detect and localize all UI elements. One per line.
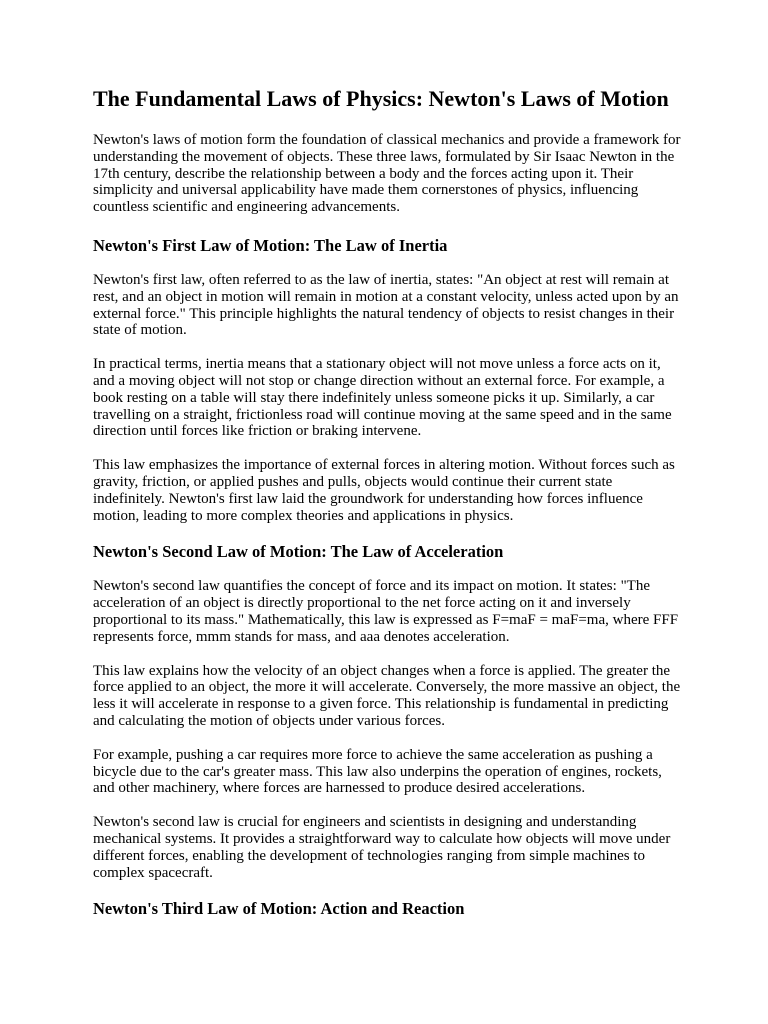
section-heading-second-law: Newton's Second Law of Motion: The Law of Acceleration: [93, 542, 504, 562]
first-law-paragraph-2: In practical terms, inertia means that a stationary object will not move unless a force acts on it, and a moving object will not stop or change direction without an external force. For example, a book resting on a table will stay there indefinitely unless someone picks it up. Similarly, a car travelling on a straight, frictionless road will continue moving at the same speed and in the same direction until forces like friction or braking intervene.: [93, 356, 672, 440]
page-title: The Fundamental Laws of Physics: Newton's Laws of Motion: [93, 86, 669, 111]
intro-paragraph: Newton's laws of motion form the foundation of classical mechanics and provide a framework for understanding the movement of objects. These three laws, formulated by Sir Isaac Newton in the 17th century, describe the relationship between a body and the forces acting upon it. Their simplicity and universal applicability have made them cornerstones of physics, influencing countless scientific and engineering advancements.: [93, 132, 681, 216]
second-law-paragraph-4: Newton's second law is crucial for engineers and scientists in designing and understanding mechanical systems. It provides a straightforward way to calculate how objects will move under different forces, enabling the development of technologies ranging from simple machines to complex spacecraft.: [93, 814, 671, 881]
first-law-paragraph-1: Newton's first law, often referred to as the law of inertia, states: "An object at rest will remain at rest, and an object in motion will remain in motion at a constant velocity, unless acted upon by an external force." This principle highlights the natural tendency of objects to resist changes in their state of motion.: [93, 271, 679, 339]
document-page: [93, 86, 683, 919]
second-law-paragraph-2: This law explains how the velocity of an object changes when a force is applied. The greater the force applied to an object, the more it will accelerate. Conversely, the more massive an object, the less it will accelerate in response to a given force. This relationship is fundamental in predicting and calculating the motion of objects under various forces.: [93, 662, 681, 729]
section-heading-third-law: Newton's Third Law of Motion: Action and Reaction: [93, 899, 465, 919]
section-heading-first-law: Newton's First Law of Motion: The Law of Inertia: [93, 235, 448, 255]
second-law-paragraph-3: For example, pushing a car requires more force to achieve the same acceleration as pushing a bicycle due to the car's greater mass. This law also underpins the operation of engines, rockets, and other machinery, where forces are harnessed to produce desired accelerations.: [93, 746, 662, 797]
second-law-paragraph-1: Newton's second law quantifies the concept of force and its impact on motion. It states: "The acceleration of an object is directly proportional to the net force acting on it and inversely proportional to its mass." Mathematically, this law is expressed as F=maF = maF=ma, where FFF represents force, mmm stands for mass, and aaa denotes acceleration.: [93, 578, 679, 645]
first-law-paragraph-3: This law emphasizes the importance of external forces in altering motion. Without forces such as gravity, friction, or applied pushes and pulls, objects would continue their current state indefinitely. Newton's first law laid the groundwork for understanding how forces influence motion, leading to more complex theories and applications in physics.: [93, 457, 675, 524]
